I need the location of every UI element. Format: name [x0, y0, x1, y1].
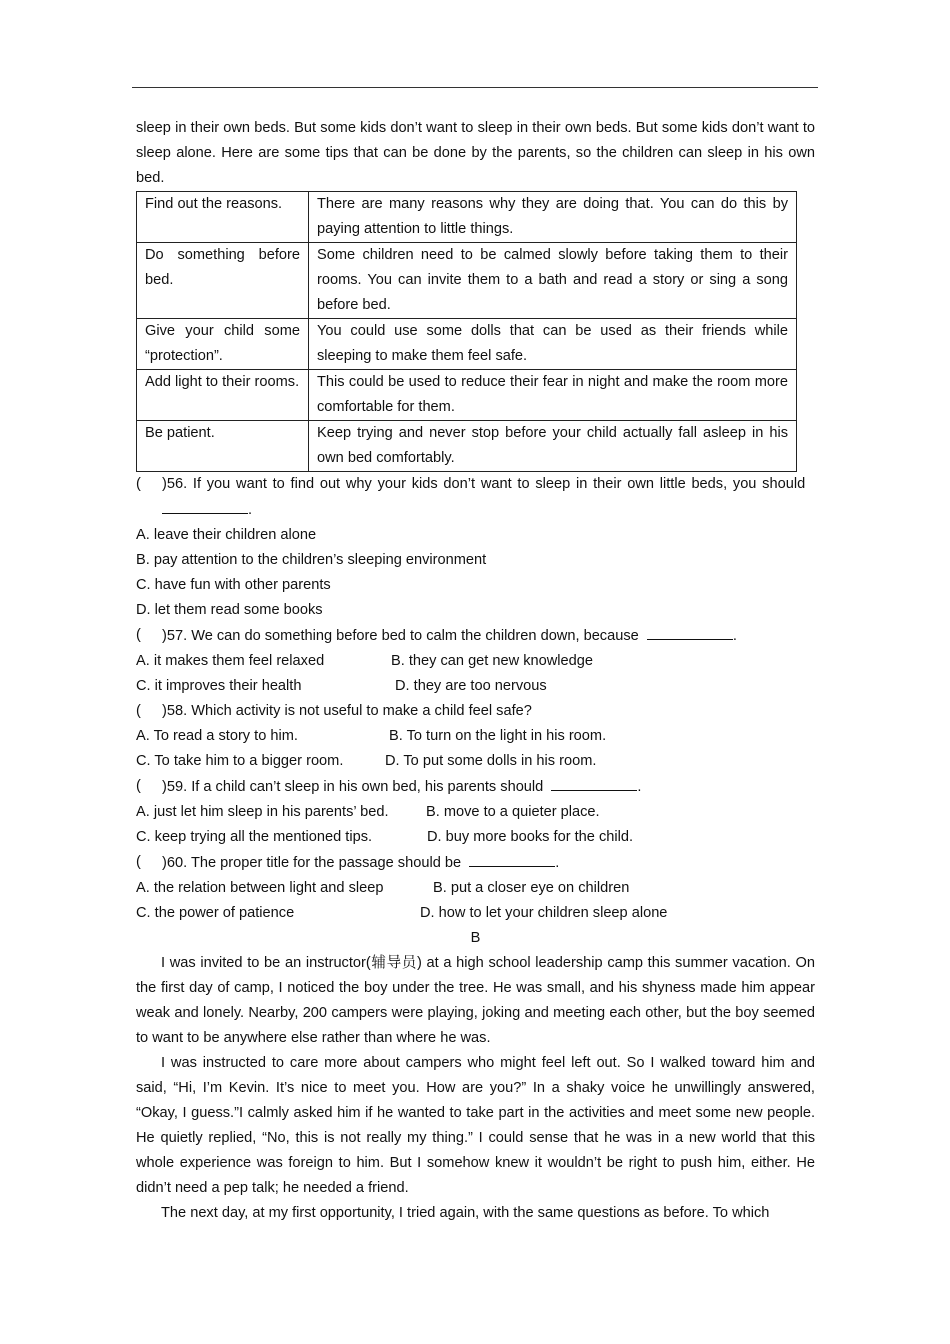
option-b: B. To turn on the light in his room.	[389, 728, 607, 744]
option-a: A. leave their children alone	[136, 527, 317, 543]
option-d: D. they are too nervous	[395, 678, 547, 694]
option-a: A. To read a story to him.	[136, 728, 298, 744]
option-c: C. have fun with other parents	[136, 577, 331, 593]
tip-detail: Some children need to be calmed slowly before taking them to their rooms. You can invite them to a bath and read a story or sing a song before bed.	[309, 243, 797, 319]
question-end: .	[248, 502, 253, 518]
option-b: B. pay attention to the children’s sleeping environment	[136, 552, 487, 568]
passage-paragraph: The next day, at my first opportunity, I tried again, with the same questions as before. To which	[161, 1205, 770, 1221]
tip-name: Find out the reasons.	[137, 192, 309, 243]
answer-paren: (	[136, 627, 141, 643]
answer-paren: (	[136, 778, 141, 794]
option-c: C. it improves their health	[136, 678, 302, 694]
option-a: A. just let him sleep in his parents’ bed.	[136, 804, 389, 820]
intro-paragraph: sleep in their own beds. But some kids don’t want to sleep in their own beds. But some kids don’t want to sleep alone. Here are some tips that can be done by the parents, so the children can sleep in his own bed.	[136, 120, 815, 186]
tip-detail: Keep trying and never stop before your child actually fall asleep in his own bed comfortably.	[309, 421, 797, 472]
option-c: C. keep trying all the mentioned tips.	[136, 829, 373, 845]
question-stem: )60. The proper title for the passage should be	[162, 855, 462, 871]
question-stem: )57. We can do something before bed to calm the children down, because	[162, 628, 639, 644]
answer-paren: (	[136, 703, 141, 719]
table-row	[137, 319, 797, 370]
option-b: B. they can get new knowledge	[391, 653, 594, 669]
tip-detail: You could use some dolls that can be used as their friends while sleeping to make them feel safe.	[309, 319, 797, 370]
table-row	[137, 421, 797, 472]
question-end: .	[637, 779, 642, 795]
passage-paragraph: I was instructed to care more about campers who might feel left out. So I walked toward him and said, “Hi, I’m Kevin. It’s nice to meet you. How are you?” In a shaky voice he unwillingly answered, “Okay, I guess.”I calmly asked him if he wanted to take part in the activities and meet some new people. He quietly replied, “No, this is not really my thing.” I could sense that he was in a new world that this whole experience was foreign to him. But I somehow knew it wouldn’t be right to push him, either. He didn’t need a pep talk; he needed a friend.	[136, 1055, 815, 1196]
header-rule	[132, 87, 818, 88]
question-60	[136, 850, 815, 876]
question-59	[136, 774, 815, 800]
question-end: .	[732, 628, 737, 644]
question-56	[136, 472, 815, 523]
table-row	[137, 243, 797, 319]
question-stem: )58. Which activity is not useful to make a child feel safe?	[162, 703, 532, 719]
option-row	[136, 674, 815, 699]
option-row	[136, 649, 815, 674]
option-a: A. the relation between light and sleep	[136, 880, 384, 896]
answer-blank	[162, 497, 248, 514]
option-d: D. let them read some books	[136, 602, 323, 618]
option-row	[136, 876, 815, 901]
tips-table	[136, 191, 797, 472]
question-stem: )56. If you want to find out why your kids don’t want to sleep in their own little beds, you should	[162, 476, 806, 492]
option-row	[136, 724, 815, 749]
table-row	[137, 370, 797, 421]
option-row	[136, 800, 815, 825]
answer-blank	[469, 850, 555, 867]
tip-name: Give your child some “protection”.	[137, 319, 309, 370]
option-c: C. To take him to a bigger room.	[136, 753, 344, 769]
option-d: D. To put some dolls in his room.	[385, 753, 597, 769]
option-b: B. put a closer eye on children	[433, 880, 630, 896]
option-row	[136, 901, 815, 926]
tip-detail: There are many reasons why they are doing that. You can do this by paying attention to little things.	[309, 192, 797, 243]
passage-paragraph: I was invited to be an instructor(辅导员) at a high school leadership camp this summer vacation. On the first day of camp, I noticed the boy under the tree. He was small, and his shyness made him appear weak and lonely. Nearby, 200 campers were playing, joking and meeting each other, but the boy seemed to want to be anywhere else rather than where he was.	[136, 955, 815, 1046]
document-page	[136, 116, 815, 1226]
answer-blank	[551, 774, 637, 791]
tip-name: Add light to their rooms.	[137, 370, 309, 421]
answer-paren: (	[136, 854, 141, 870]
option-a: A. it makes them feel relaxed	[136, 653, 325, 669]
section-heading: B	[470, 930, 481, 946]
tip-name: Do something before bed.	[137, 243, 309, 319]
question-58	[136, 699, 815, 724]
option-d: D. buy more books for the child.	[427, 829, 634, 845]
tip-detail: This could be used to reduce their fear in night and make the room more comfortable for them.	[309, 370, 797, 421]
table-row	[137, 192, 797, 243]
option-d: D. how to let your children sleep alone	[420, 905, 668, 921]
question-57	[136, 623, 815, 649]
answer-paren: (	[136, 476, 141, 492]
option-b: B. move to a quieter place.	[426, 804, 600, 820]
question-stem: )59. If a child can’t sleep in his own bed, his parents should	[162, 779, 544, 795]
tip-name: Be patient.	[137, 421, 309, 472]
option-row	[136, 749, 815, 774]
answer-blank	[647, 623, 733, 640]
option-row	[136, 825, 815, 850]
question-end: .	[555, 855, 560, 871]
option-c: C. the power of patience	[136, 905, 295, 921]
